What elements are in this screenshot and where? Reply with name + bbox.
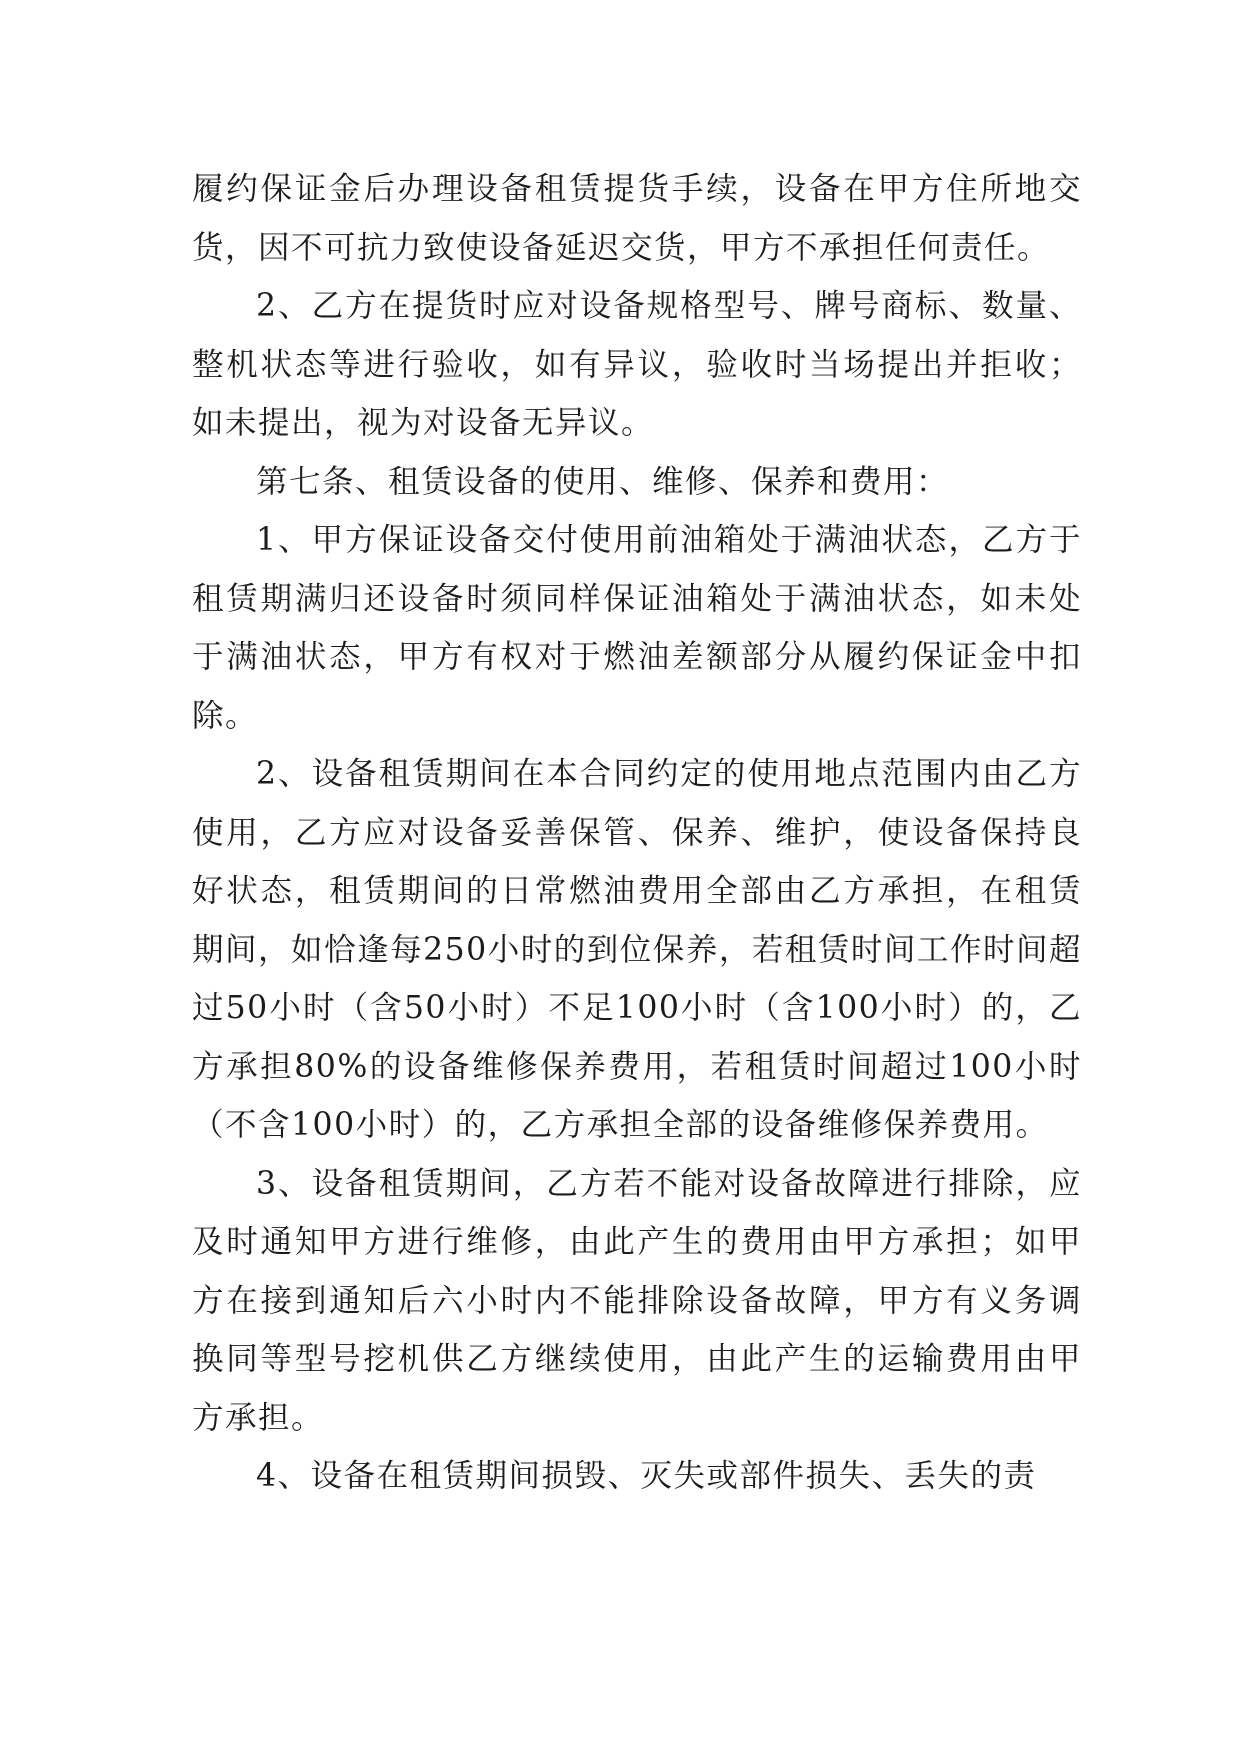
- paragraph-clause-7-item-2: 2、设备租赁期间在本合同约定的使用地点范围内由乙方使用，乙方应对设备妥善保管、保养、维护，使设备保持良好状态，租赁期间的日常燃油费用全部由乙方承担，在租赁期间，如恰逢每250小时的到位保养，若租赁时间工作时间超过50小时（含50小时）不足100小时（含100小时）的，乙方承担80%的设备维修保养费用，若租赁时间超过100小时（不含100小时）的，乙方承担全部的设备维修保养费用。: [192, 756, 1082, 1143]
- paragraph-clause-7-item-1: 1、甲方保证设备交付使用前油箱处于满油状态，乙方于租赁期满归还设备时须同样保证油箱处于满油状态，如未处于满油状态，甲方有权对于燃油差额部分从履约保证金中扣除。: [192, 522, 1082, 734]
- paragraph-clause-6-item-2: 2、乙方在提货时应对设备规格型号、牌号商标、数量、整机状态等进行验收，如有异议，验收时当场提出并拒收；如未提出，视为对设备无异议。: [192, 288, 1082, 441]
- paragraph-clause-7-item-4: 4、设备在租赁期间损毁、灭失或部件损失、丢失的责: [256, 1458, 1037, 1494]
- paragraph-clause-7-item-3: 3、设备租赁期间，乙方若不能对设备故障进行排除，应及时通知甲方进行维修，由此产生的费用由甲方承担；如甲方在接到通知后六小时内不能排除设备故障，甲方有义务调换同等型号挖机供乙方继续使用，由此产生的运输费用由甲方承担。: [192, 1165, 1082, 1436]
- paragraph-article-7-heading: 第七条、租赁设备的使用、维修、保养和费用：: [256, 463, 950, 500]
- paragraph-delivery-continuation: 履约保证金后办理设备租赁提货手续，设备在甲方住所地交货，因不可抗力致使设备延迟交货，甲方不承担任何责任。: [192, 171, 1082, 266]
- document-body: [192, 160, 1082, 1506]
